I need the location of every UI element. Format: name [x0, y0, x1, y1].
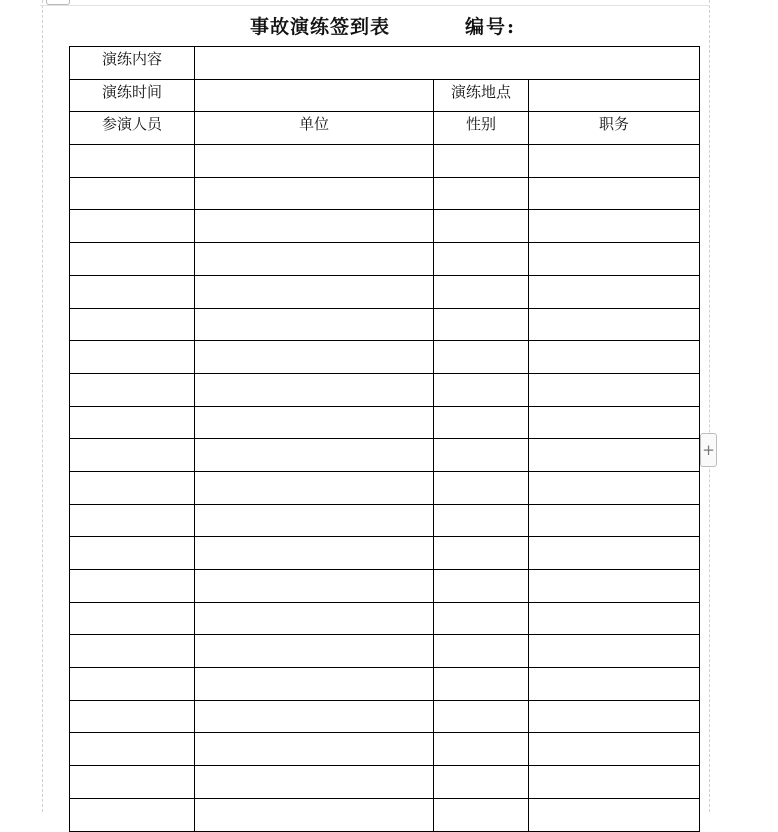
- cell-gender[interactable]: [434, 668, 529, 701]
- cell-gender[interactable]: [434, 341, 529, 374]
- cell-gender[interactable]: [434, 373, 529, 406]
- page-margin-guide-top: [40, 5, 710, 6]
- table-row: [70, 700, 700, 733]
- page-margin-guide-left: [42, 0, 43, 812]
- table-header-row: [70, 112, 700, 145]
- page-margin-guide-right: [709, 0, 710, 812]
- table-row: [70, 210, 700, 243]
- drill-content-field[interactable]: [195, 47, 700, 80]
- cell-participant[interactable]: [70, 602, 195, 635]
- header-unit: 单位: [195, 112, 434, 145]
- cell-unit[interactable]: [195, 406, 434, 439]
- cell-gender[interactable]: [434, 798, 529, 831]
- cell-gender[interactable]: [434, 635, 529, 668]
- cell-position[interactable]: [529, 668, 700, 701]
- table-row: [70, 798, 700, 831]
- cell-participant[interactable]: [70, 210, 195, 243]
- cell-participant[interactable]: [70, 308, 195, 341]
- drill-time-label: 演练时间: [70, 79, 195, 112]
- cell-participant[interactable]: [70, 406, 195, 439]
- cell-position[interactable]: [529, 798, 700, 831]
- cell-unit[interactable]: [195, 602, 434, 635]
- table-row: [70, 275, 700, 308]
- cell-unit[interactable]: [195, 373, 434, 406]
- cell-unit[interactable]: [195, 504, 434, 537]
- cell-unit[interactable]: [195, 145, 434, 178]
- cell-participant[interactable]: [70, 275, 195, 308]
- title-row: [70, 8, 700, 44]
- cell-gender[interactable]: [434, 275, 529, 308]
- table-row: [70, 766, 700, 799]
- cell-position[interactable]: [529, 439, 700, 472]
- cell-gender[interactable]: [434, 243, 529, 276]
- cell-participant[interactable]: [70, 373, 195, 406]
- cell-position[interactable]: [529, 275, 700, 308]
- table-row: [70, 668, 700, 701]
- cell-participant[interactable]: [70, 700, 195, 733]
- cell-position[interactable]: [529, 700, 700, 733]
- cell-gender[interactable]: [434, 602, 529, 635]
- cell-unit[interactable]: [195, 177, 434, 210]
- cell-unit[interactable]: [195, 243, 434, 276]
- cell-participant[interactable]: [70, 243, 195, 276]
- table-row: [70, 373, 700, 406]
- cell-unit[interactable]: [195, 537, 434, 570]
- cell-gender[interactable]: [434, 471, 529, 504]
- header-participant: 参演人员: [70, 112, 195, 145]
- cell-participant[interactable]: [70, 504, 195, 537]
- cell-participant[interactable]: [70, 635, 195, 668]
- cell-gender[interactable]: [434, 308, 529, 341]
- cell-position[interactable]: [529, 406, 700, 439]
- cell-position[interactable]: [529, 471, 700, 504]
- table-row: [70, 635, 700, 668]
- cell-gender[interactable]: [434, 537, 529, 570]
- cell-unit[interactable]: [195, 275, 434, 308]
- cell-gender[interactable]: [434, 406, 529, 439]
- table-row: [70, 471, 700, 504]
- table-row: [70, 308, 700, 341]
- cell-participant[interactable]: [70, 145, 195, 178]
- cell-gender[interactable]: [434, 504, 529, 537]
- drill-content-label: 演练内容: [70, 47, 195, 80]
- cell-gender[interactable]: [434, 439, 529, 472]
- header-gender: 性别: [434, 112, 529, 145]
- cell-gender[interactable]: [434, 570, 529, 603]
- cell-position[interactable]: [529, 635, 700, 668]
- drill-location-field[interactable]: [529, 79, 700, 112]
- table-row: [70, 570, 700, 603]
- cell-gender[interactable]: [434, 145, 529, 178]
- table-row: [70, 504, 700, 537]
- page-corner-mark: [46, 0, 70, 5]
- add-row-button[interactable]: [700, 433, 717, 467]
- cell-position[interactable]: [529, 210, 700, 243]
- table-row: [70, 733, 700, 766]
- table-row: [70, 243, 700, 276]
- cell-position[interactable]: [529, 602, 700, 635]
- cell-position[interactable]: [529, 341, 700, 374]
- cell-participant[interactable]: [70, 798, 195, 831]
- cell-position[interactable]: [529, 537, 700, 570]
- cell-position[interactable]: [529, 243, 700, 276]
- cell-unit[interactable]: [195, 733, 434, 766]
- cell-position[interactable]: [529, 373, 700, 406]
- cell-position[interactable]: [529, 733, 700, 766]
- cell-participant[interactable]: [70, 177, 195, 210]
- cell-position[interactable]: [529, 570, 700, 603]
- sign-in-table: [69, 46, 700, 832]
- table-row: [70, 341, 700, 374]
- cell-participant[interactable]: [70, 537, 195, 570]
- cell-unit[interactable]: [195, 635, 434, 668]
- drill-time-field[interactable]: [195, 79, 434, 112]
- cell-participant[interactable]: [70, 570, 195, 603]
- cell-participant[interactable]: [70, 766, 195, 799]
- cell-position[interactable]: [529, 145, 700, 178]
- cell-unit[interactable]: [195, 798, 434, 831]
- table-row: [70, 439, 700, 472]
- cell-unit[interactable]: [195, 570, 434, 603]
- cell-unit[interactable]: [195, 210, 434, 243]
- table-row: [70, 145, 700, 178]
- cell-position[interactable]: [529, 177, 700, 210]
- plus-icon: +: [702, 441, 715, 459]
- number-label: 编号:: [465, 16, 517, 38]
- table-row: [70, 177, 700, 210]
- cell-unit[interactable]: [195, 700, 434, 733]
- table-row: [70, 406, 700, 439]
- cell-participant[interactable]: [70, 471, 195, 504]
- cell-gender[interactable]: [434, 177, 529, 210]
- cell-position[interactable]: [529, 308, 700, 341]
- cell-participant[interactable]: [70, 439, 195, 472]
- cell-gender[interactable]: [434, 733, 529, 766]
- document-title: 事故演练签到表: [250, 16, 391, 38]
- table-row: [70, 537, 700, 570]
- drill-time-row: [70, 79, 700, 112]
- cell-unit[interactable]: [195, 668, 434, 701]
- cell-position[interactable]: [529, 504, 700, 537]
- cell-participant[interactable]: [70, 668, 195, 701]
- header-position: 职务: [529, 112, 700, 145]
- cell-unit[interactable]: [195, 471, 434, 504]
- table-row: [70, 602, 700, 635]
- cell-unit[interactable]: [195, 341, 434, 374]
- cell-participant[interactable]: [70, 341, 195, 374]
- cell-gender[interactable]: [434, 700, 529, 733]
- cell-gender[interactable]: [434, 210, 529, 243]
- cell-unit[interactable]: [195, 439, 434, 472]
- cell-unit[interactable]: [195, 308, 434, 341]
- cell-unit[interactable]: [195, 766, 434, 799]
- cell-participant[interactable]: [70, 733, 195, 766]
- drill-content-row: [70, 47, 700, 80]
- drill-location-label: 演练地点: [434, 79, 529, 112]
- cell-position[interactable]: [529, 766, 700, 799]
- cell-gender[interactable]: [434, 766, 529, 799]
